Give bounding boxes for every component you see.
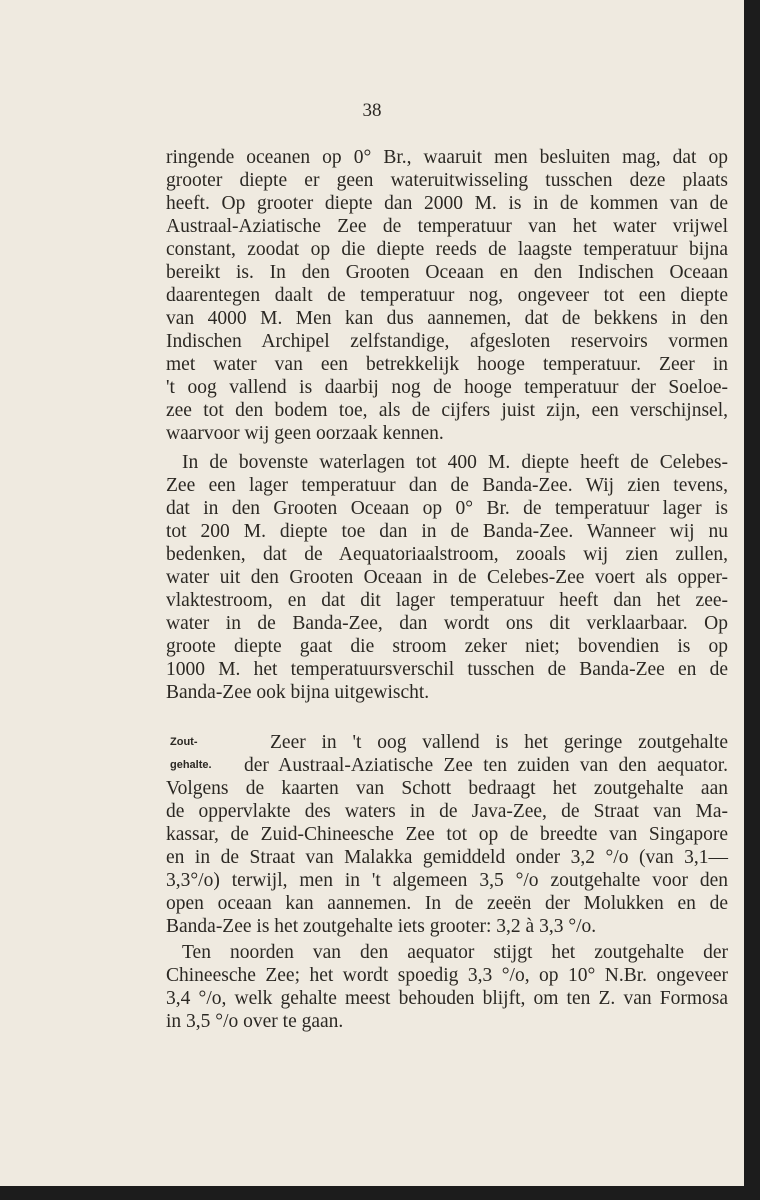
text-line: ringende oceanen op 0° Br., waaruit men besluiten mag, dat op <box>166 147 728 168</box>
text-line: constant, zoodat op die diepte reeds de laagste temperatuur bijna <box>166 239 728 260</box>
text-line: Banda-Zee ook bijna uitgewischt. <box>166 682 430 703</box>
text-line: de oppervlakte des waters in de Java-Zee, de Straat van Ma- <box>166 801 728 822</box>
text-line: tot 200 M. diepte toe dan in de Banda-Zee. Wanneer wij nu <box>166 521 728 542</box>
text-line: dat in den Grooten Oceaan op 0° Br. de temperatuur lager is <box>166 498 728 519</box>
text-line: grooter diepte er geen wateruitwisseling tusschen deze plaats <box>166 170 728 191</box>
side-note-line-2: gehalte. <box>170 759 212 771</box>
text-line: water in de Banda-Zee, dan wordt ons dit verklaarbaar. Op <box>166 613 728 634</box>
text-line: waarvoor wij geen oorzaak kennen. <box>166 423 444 444</box>
text-line: van 4000 M. Men kan dus aannemen, dat de bekkens in den <box>166 308 728 329</box>
text-line: kassar, de Zuid-Chineesche Zee tot op de breedte van Singapore <box>166 824 728 845</box>
text-line: 1000 M. het temperatuursverschil tusschen de Banda-Zee en de <box>166 659 728 680</box>
text-line: en in de Straat van Malakka gemiddeld onder 3,2 °/o (van 3,1— <box>166 847 728 868</box>
text-line: daarentegen daalt de temperatuur nog, ongeveer tot een diepte <box>166 285 728 306</box>
text-line: in 3,5 °/o over te gaan. <box>166 1011 344 1032</box>
text-line: Banda-Zee is het zoutgehalte iets grooter: 3,2 à 3,3 °/o. <box>166 916 597 937</box>
text-line: groote diepte gaat die stroom zeker niet; bovendien is op <box>166 636 728 657</box>
text-line: Volgens de kaarten van Schott bedraagt het zoutgehalte aan <box>166 778 728 799</box>
text-line: open oceaan kan aannemen. In de zeeën der Molukken en de <box>166 893 728 914</box>
text-line: Zeer in 't oog vallend is het geringe zoutgehalte <box>270 732 728 753</box>
text-line: 3,4 °/o, welk gehalte meest behouden blijft, om ten Z. van Formosa <box>166 988 728 1009</box>
text-line: Indischen Archipel zelfstandige, afgesloten reservoirs vormen <box>166 331 728 352</box>
text-line: bedenken, dat de Aequatoriaalstroom, zooals wij zien zullen, <box>166 544 728 565</box>
text-line: 't oog vallend is daarbij nog de hooge temperatuur der Soeloe- <box>166 377 728 398</box>
text-line: Ten noorden van den aequator stijgt het zoutgehalte der <box>182 942 728 963</box>
text-line: der Austraal-Aziatische Zee ten zuiden van den aequator. <box>244 755 728 776</box>
text-line: heeft. Op grooter diepte dan 2000 M. is in de kommen van de <box>166 193 728 214</box>
page-number: 38 <box>362 100 382 121</box>
side-note-line-1: Zout- <box>170 736 198 748</box>
text-line: bereikt is. In den Grooten Oceaan en den Indischen Oceaan <box>166 262 728 283</box>
text-line: 3,3°/o) terwijl, men in 't algemeen 3,5 °/o zoutgehalte voor den <box>166 870 728 891</box>
text-line: Zee een lager temperatuur dan de Banda-Zee. Wij zien tevens, <box>166 475 728 496</box>
text-line: In de bovenste waterlagen tot 400 M. diepte heeft de Celebes- <box>182 452 728 473</box>
text-line: vlaktestroom, en dat dit lager temperatuur heeft dan het zee- <box>166 590 728 611</box>
text-line: Chineesche Zee; het wordt spoedig 3,3 °/o, op 10° N.Br. ongeveer <box>166 965 728 986</box>
text-line: met water van een betrekkelijk hooge temperatuur. Zeer in <box>166 354 728 375</box>
text-line: zee tot den bodem toe, als de cijfers juist zijn, een verschijnsel, <box>166 400 728 421</box>
text-line: Austraal-Aziatische Zee de temperatuur van het water vrijwel <box>166 216 728 237</box>
text-line: water uit den Grooten Oceaan in de Celebes-Zee voert als opper- <box>166 567 728 588</box>
